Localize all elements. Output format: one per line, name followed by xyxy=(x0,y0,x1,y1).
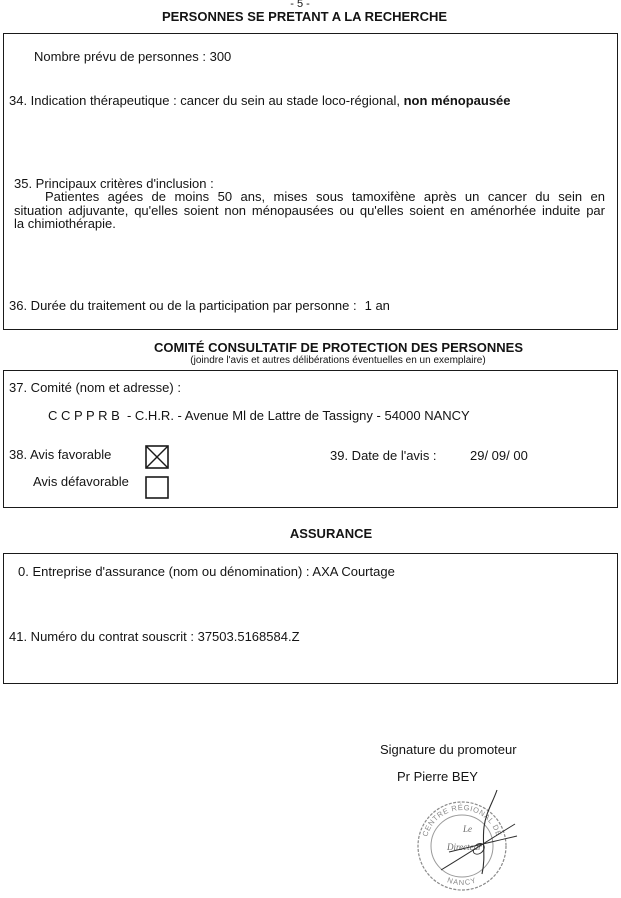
insurer-name: 0. Entreprise d'assurance (nom ou dénomination) : AXA Courtage xyxy=(18,564,395,579)
inclusion-criteria-text xyxy=(14,190,605,231)
favorable-checkbox xyxy=(145,445,169,469)
planned-count: Nombre prévu de personnes : 300 xyxy=(34,49,232,64)
indication-label: 34. Indication thérapeutique : cancer du sein au stade loco-régional, xyxy=(9,93,400,108)
treatment-duration xyxy=(9,298,390,313)
stamp-inner-line-1: Le xyxy=(463,824,472,834)
duration-value: 1 an xyxy=(364,298,390,313)
committee-label: 37. Comité (nom et adresse) : xyxy=(9,380,181,395)
stamp-ring-top-text xyxy=(420,803,503,838)
favorable-opinion-label: 38. Avis favorable xyxy=(9,447,112,462)
opinion-date-value: 29/ 09/ 00 xyxy=(470,448,528,463)
stamp-inner-line-2: Directeur xyxy=(447,842,482,852)
page-number: - 5 - xyxy=(290,0,310,10)
checkbox-icon xyxy=(145,445,169,469)
insurance-section-title: ASSURANCE xyxy=(289,526,373,541)
criteria-line: situation adjuvante, qu'elles soient non ménopausées ou qu'elles soient en aménorhée induite par xyxy=(14,202,605,218)
duration-label: 36. Durée du traitement ou de la participation par personne : xyxy=(9,298,357,313)
committee-section-title: COMITÉ CONSULTATIF DE PROTECTION DES PERSONNES xyxy=(153,340,524,355)
contract-number: 41. Numéro du contrat souscrit : 37503.5168584.Z xyxy=(9,629,300,644)
checkbox-icon xyxy=(145,476,169,499)
committee-section-subtitle: (joindre l'avis et autres délibérations éventuelles en un exemplaire) xyxy=(190,355,486,366)
stamp-ring-top-path: CENTRE RÉGIONAL DE xyxy=(420,802,504,838)
opinion-date-label: 39. Date de l'avis : xyxy=(330,448,437,463)
therapeutic-indication xyxy=(9,93,511,108)
signatory-name: Pr Pierre BEY xyxy=(397,769,478,784)
checkbox-frame xyxy=(146,477,168,498)
unfavorable-checkbox xyxy=(145,476,169,499)
research-section-title: PERSONNES SE PRETANT A LA RECHERCHE xyxy=(161,9,448,24)
criteria-line: la chimiothérapie. xyxy=(14,216,116,231)
stamp-ring-bottom-path: NANCY xyxy=(446,875,478,887)
signature-label: Signature du promoteur xyxy=(380,742,517,757)
criteria-line: Patientes agées de moins 50 ans, mises sous tamoxifène après un cancer du sein en xyxy=(45,189,605,204)
inclusion-criteria-label: 35. Principaux critères d'inclusion : xyxy=(14,176,214,191)
indication-bold: non ménopausée xyxy=(403,93,511,108)
check-x-mark xyxy=(147,447,168,468)
stamp-and-signature xyxy=(405,782,530,894)
committee-address: C C P P R B - C.H.R. - Avenue Ml de Lattre de Tassigny - 54000 NANCY xyxy=(48,408,470,423)
unfavorable-opinion-label: Avis défavorable xyxy=(33,474,129,489)
